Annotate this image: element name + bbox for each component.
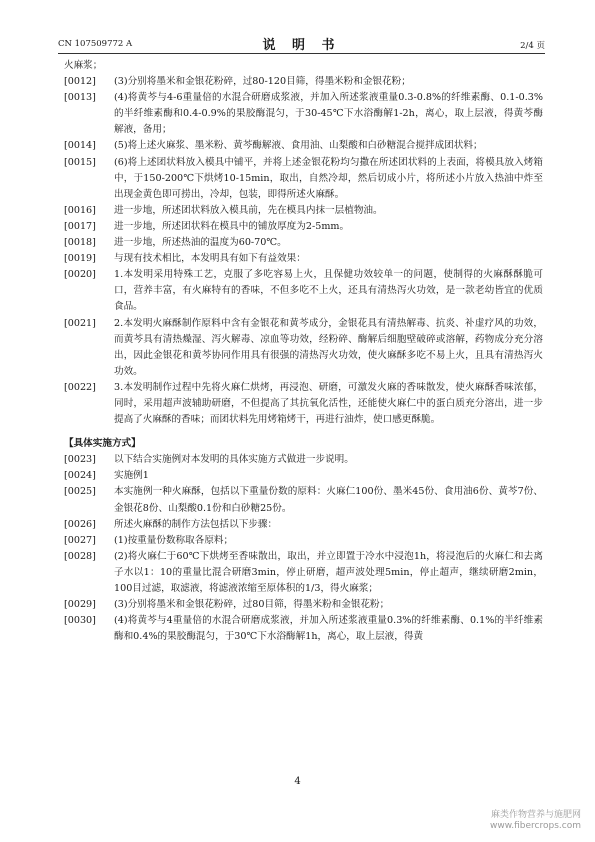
paragraph-number: [0017] bbox=[64, 220, 96, 232]
paragraph-number: [0029] bbox=[64, 599, 96, 611]
paragraph-text: (3)分别将墨米和金银花粉碎，过80-120目筛，得墨米粉和金银花粉； bbox=[114, 76, 411, 88]
paragraph bbox=[64, 517, 543, 533]
page-indicator: 2/4 页 bbox=[520, 41, 545, 51]
paragraph bbox=[64, 380, 543, 428]
paragraph-number: [0015] bbox=[64, 156, 96, 168]
paragraph-number: [0012] bbox=[64, 76, 96, 88]
paragraph-text: (5)将上述火麻浆、墨米粉、黄芩酶解液、食用油、山梨酸和白砂糖混合搅拌成团状料； bbox=[114, 140, 483, 152]
paragraph-number: [0013] bbox=[64, 92, 96, 104]
paragraph-number: [0016] bbox=[64, 204, 96, 216]
page-number: 4 bbox=[294, 776, 301, 787]
paragraph-text: 进一步地，所述团状料在模具中的铺放厚度为2-5mm。 bbox=[114, 220, 350, 232]
paragraph-number: [0018] bbox=[64, 237, 96, 249]
paragraph-text: 实施例1 bbox=[114, 470, 149, 482]
paragraph-text: (2)将火麻仁于60℃下烘烤至香味散出，取出，并立即置于冷水中浸泡1h，将浸泡后的火麻仁和去离子水以1：10的重量比混合研磨3min，停止研磨，超声波处理5min，停止超声，继续研磨2min，100目过滤，取滤液，将滤液浓缩至原体积的1/3，得火麻浆； bbox=[114, 550, 543, 594]
paragraph-number: [0021] bbox=[64, 317, 96, 329]
paragraph-text: 进一步地，所述热油的温度为60-70℃。 bbox=[114, 237, 287, 249]
paragraph-number: [0025] bbox=[64, 486, 96, 498]
paragraph bbox=[64, 90, 543, 138]
paragraph-group-b bbox=[64, 452, 543, 645]
page-header bbox=[58, 34, 545, 53]
paragraph bbox=[64, 251, 543, 267]
header-rule bbox=[58, 53, 545, 54]
paragraph bbox=[64, 452, 543, 468]
paragraph bbox=[64, 203, 543, 219]
patent-number: CN 107509772 A bbox=[58, 39, 133, 49]
paragraph-text: (6)将上述团状料放入模具中铺平，并将上述金银花粉均匀撒在所述团状料的上表面，将模具放入烤箱中，于150-200℃下烘烤10-15min，取出，自然冷却，然后切成小片，将所述小片放入热油中炸至出现金黄色即可捞出，冷却，包装，即得所述火麻酥。 bbox=[114, 156, 543, 200]
paragraph bbox=[64, 267, 543, 315]
paragraph-text: (4)将黄芩与4重量倍的水混合研磨成浆液，并加入所述浆液重量0.3%的纤维素酶、0.1%的半纤维素酶和0.4%的果胶酶混匀，于30℃下水浴酶解1h，离心，取上层液，得黄 bbox=[114, 615, 543, 643]
paragraph-number: [0030] bbox=[64, 615, 96, 627]
paragraph-number: [0014] bbox=[64, 140, 96, 152]
paragraph-text: 本实施例一种火麻酥，包括以下重量份数的原料：火麻仁100份、墨米45份、食用油6份、黄芩7份、金银花8份、山梨酸0.1份和白砂糖25份。 bbox=[114, 486, 543, 514]
paragraph-text: (1)按重量份数称取各原料； bbox=[114, 534, 234, 546]
watermark bbox=[490, 810, 581, 832]
paragraph bbox=[64, 468, 543, 484]
paragraph-text: 2.本发明火麻酥制作原料中含有金银花和黄芩成分，金银花具有清热解毒、抗炎、补虚疗风的功效，而黄芩具有清热燥湿、泻火解毒、凉血等功效，经粉碎、酶解后细胞壁破碎或溶解，药物成分充分溶出，因此金银花和黄芩协同作用具有很强的清热泻火功效，使火麻酥多吃不易上火，且具有清热泻火功效。 bbox=[114, 317, 543, 377]
paragraph bbox=[64, 597, 543, 613]
paragraph-group-a bbox=[64, 74, 543, 428]
paragraph-number: [0019] bbox=[64, 253, 96, 265]
paragraph-number: [0024] bbox=[64, 470, 96, 482]
paragraph bbox=[64, 533, 543, 549]
paragraph bbox=[64, 219, 543, 235]
paragraph-text: 进一步地，所述团状料放入模具前，先在模具内抹一层植物油。 bbox=[114, 204, 383, 216]
paragraph-number: [0027] bbox=[64, 534, 96, 546]
section-title: 【具体实施方式】 bbox=[64, 438, 141, 450]
paragraph-text: (3)分别将墨米和金银花粉碎，过80目筛，得墨米粉和金银花粉； bbox=[114, 599, 390, 611]
paragraph bbox=[64, 316, 543, 380]
document-body bbox=[64, 58, 543, 645]
paragraph-number: [0028] bbox=[64, 550, 96, 562]
lead-text: 火麻浆； bbox=[64, 60, 103, 71]
watermark-url: www.fibercrops.com bbox=[490, 821, 581, 831]
paragraph bbox=[64, 74, 543, 90]
paragraph bbox=[64, 235, 543, 251]
document-title: 说 明 书 bbox=[262, 38, 341, 53]
paragraph-number: [0023] bbox=[64, 454, 96, 466]
paragraph-text: 1.本发明采用特殊工艺，克服了多吃容易上火，且保健功效较单一的问题，使制得的火麻酥酥脆可口，营养丰富，有火麻特有的香味，不但多吃不上火，还具有清热泻火功效，是一款老幼皆宜的优质食品。 bbox=[114, 269, 543, 313]
paragraph bbox=[64, 484, 543, 516]
paragraph-text: 与现有技术相比，本发明具有如下有益效果： bbox=[114, 253, 306, 265]
paragraph-text: 以下结合实施例对本发明的具体实施方式做进一步说明。 bbox=[114, 454, 354, 466]
paragraph bbox=[64, 613, 543, 645]
paragraph-number: [0022] bbox=[64, 381, 96, 393]
paragraph bbox=[64, 138, 543, 154]
paragraph-text: 3.本发明制作过程中先将火麻仁烘烤，再浸泡、研磨，可激发火麻的香味散发，使火麻酥香味浓郁，同时，采用超声波辅助研磨，不但提高了其抗氧化活性，还能使火麻仁中的蛋白质充分溶出，进一步提高了火麻酥的香味；而团状料先用烤箱烤干，再进行油炸，使口感更酥脆。 bbox=[114, 381, 543, 426]
paragraph bbox=[64, 549, 543, 597]
paragraph bbox=[64, 155, 543, 203]
paragraph-text: (4)将黄芩与4-6重量倍的水混合研磨成浆液，并加入所述浆液重量0.3-0.8%的纤维素酶、0.1-0.3%的半纤维素酶和0.4-0.9%的果胶酶混匀，于30-45℃下水浴酶解1-2h，离心，取上层液，得黄芩酶解液，备用； bbox=[114, 92, 543, 136]
watermark-site-name: 麻类作物营养与施肥网 bbox=[490, 810, 581, 820]
paragraph-number: [0020] bbox=[64, 269, 96, 281]
paragraph-text: 所述火麻酥的制作方法包括以下步骤： bbox=[114, 518, 278, 530]
paragraph-number: [0026] bbox=[64, 518, 96, 530]
